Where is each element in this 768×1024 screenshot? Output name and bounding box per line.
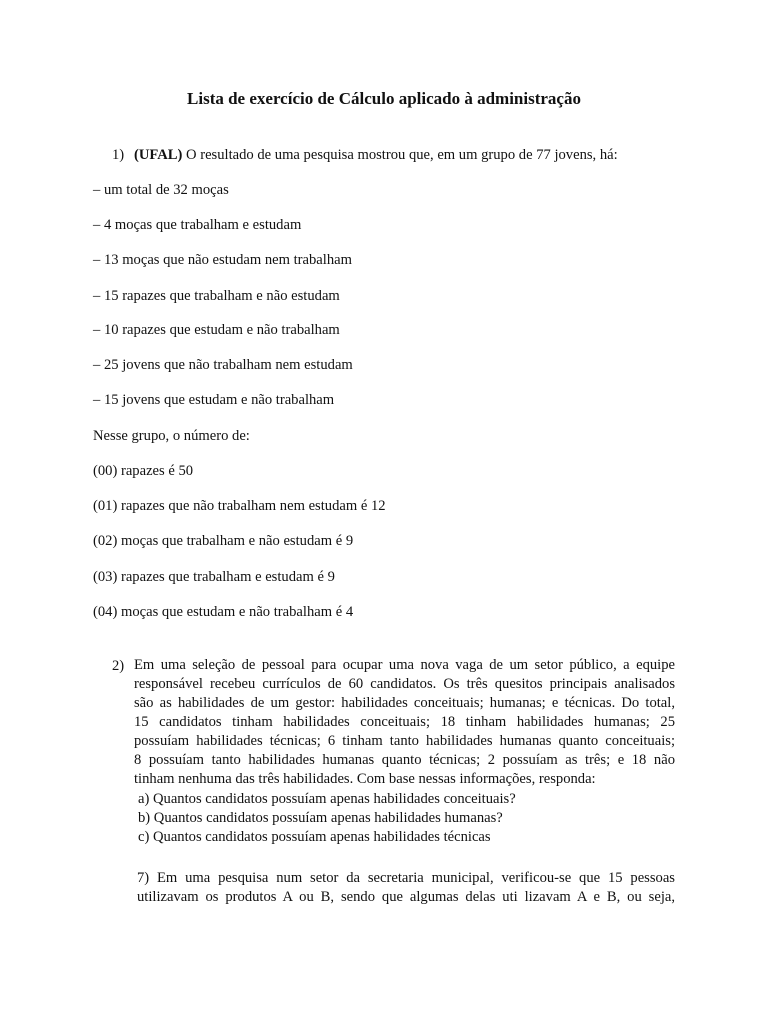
fact-item: – 25 jovens que não trabalham nem estudam [93,357,353,373]
question-2-item: a) Quantos candidatos possuíam apenas habilidades conceituais? [138,791,516,807]
question-2-line: 8 possuíam tanto habilidades humanas quanto técnicas; 2 possuíam as três; e 18 não [134,752,675,768]
question-2-line: Em uma seleção de pessoal para ocupar uma nova vaga de um setor público, a equipe [134,657,675,673]
fact-item: – 15 jovens que estudam e não trabalham [93,392,335,408]
question-1-number: 1) [112,147,125,163]
question-2-item: b) Quantos candidatos possuíam apenas habilidades humanas? [138,810,503,826]
fact-item: – um total de 32 moças [93,182,229,198]
question-1-prompt: Nesse grupo, o número de: [93,428,250,444]
fact-item: – 13 moças que não estudam nem trabalham [93,252,352,268]
fact-item: – 10 rapazes que estudam e não trabalham [93,322,340,338]
answer-option: (03) rapazes que trabalham e estudam é 9 [93,569,335,585]
fact-item: – 4 moças que trabalham e estudam [93,217,302,233]
question-7-line: 7) Em uma pesquisa num setor da secretaria municipal, verificou-se que 15 pessoas [137,870,675,886]
question-7-line: utilizavam os produtos A ou B, sendo que algumas delas uti lizavam A e B, ou seja, [137,889,675,905]
question-2-number: 2) [112,658,125,674]
answer-option: (04) moças que estudam e não trabalham é 4 [93,604,354,620]
question-2-line: possuíam habilidades técnicas; 6 tinham tanto habilidades humanas quanto conceituais; [134,733,675,749]
question-2-line: responsável recebeu currículos de 60 candidatos. Os três quesitos principais analisados [134,676,675,692]
question-1-intro-line [134,145,618,165]
answer-option: (02) moças que trabalham e não estudam é 9 [93,533,354,549]
question-2-line: são as habilidades de um gestor: habilidades conceituais; humanas; e técnicas. Do total, [134,695,675,711]
fact-item: – 15 rapazes que trabalham e não estudam [93,288,340,304]
question-1-intro: O resultado de uma pesquisa mostrou que, em um grupo de 77 jovens, há: [186,147,618,163]
answer-option: (00) rapazes é 50 [93,463,194,479]
question-2-line: tinham nenhuma das três habilidades. Com base nessas informações, responda: [134,771,596,787]
question-2-item: c) Quantos candidatos possuíam apenas habilidades técnicas [138,829,491,845]
answer-option: (01) rapazes que não trabalham nem estudam é 12 [93,498,386,514]
question-1-source: (UFAL) [134,147,183,163]
question-2-line: 15 candidatos tinham habilidades conceituais; 18 tinham habilidades humanas; 25 [134,714,675,730]
page-title: Lista de exercício de Cálculo aplicado à administração [187,89,581,108]
